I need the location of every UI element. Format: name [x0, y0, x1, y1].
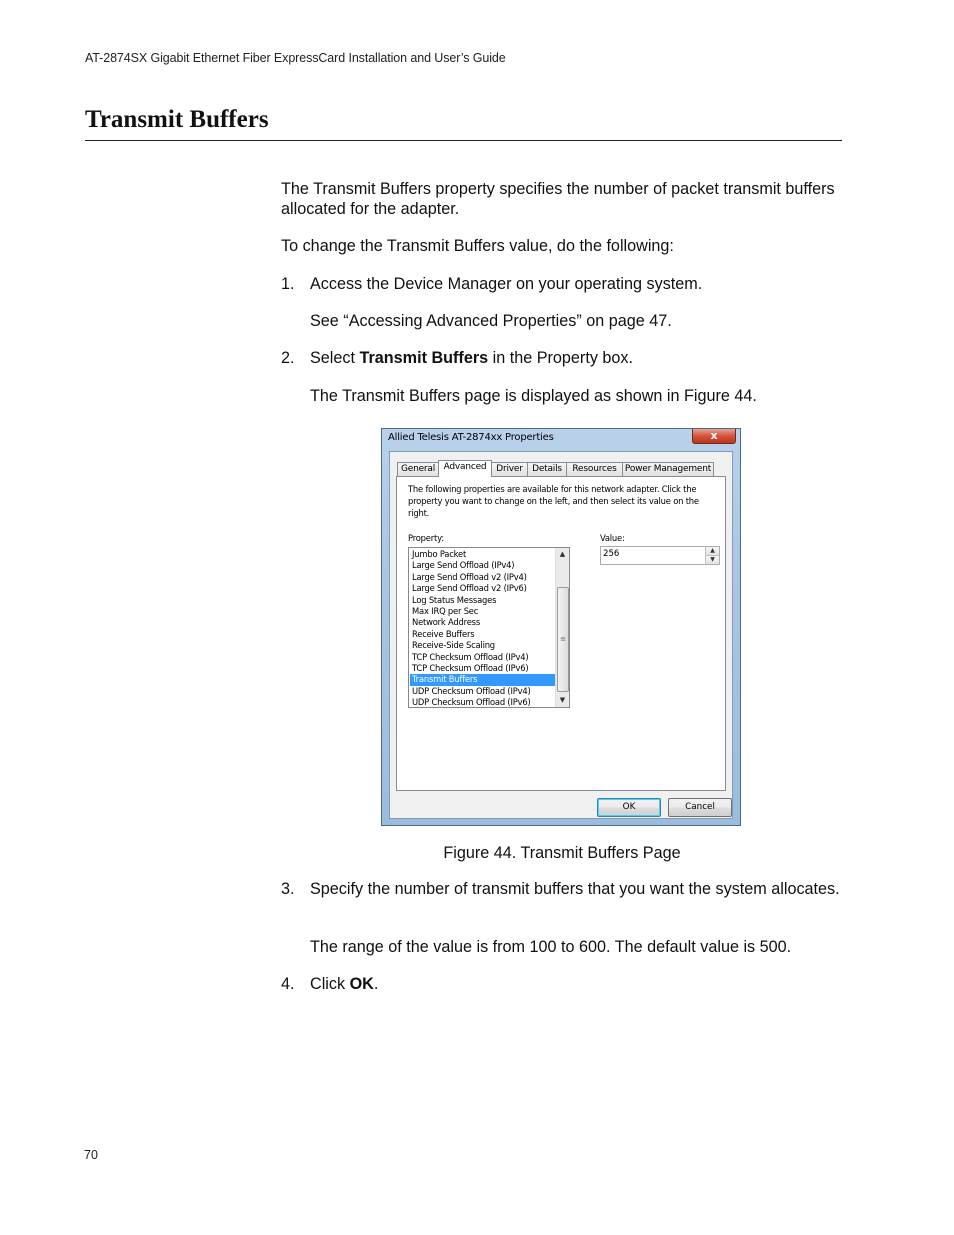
property-listbox[interactable]	[408, 547, 570, 708]
section-title: Transmit Buffers	[85, 106, 269, 133]
advanced-tab-panel	[396, 476, 726, 791]
tab-power-management[interactable]: Power Management	[622, 462, 714, 476]
value-spinbox[interactable]	[600, 546, 720, 565]
step-1-text: Access the Device Manager on your operating system.	[310, 275, 703, 293]
scroll-down-icon[interactable]: ▼	[559, 696, 566, 704]
list-item[interactable]: Large Send Offload (IPv4)	[412, 560, 515, 571]
dialog-title: Allied Telesis AT-2874xx Properties	[388, 432, 554, 443]
list-item[interactable]: Large Send Offload v2 (IPv6)	[412, 583, 527, 594]
title-rule	[85, 140, 842, 141]
value-input[interactable]: 256	[603, 549, 620, 559]
list-item[interactable]: UDP Checksum Offload (IPv6)	[412, 697, 531, 708]
step-1-number: 1.	[281, 275, 295, 293]
step-3-text: Specify the number of transmit buffers that you want the system allocates.	[310, 880, 840, 898]
list-item[interactable]: Network Address	[412, 617, 480, 628]
tab-details[interactable]: Details	[527, 462, 567, 476]
spin-buttons	[705, 547, 719, 564]
list-item[interactable]: Log Status Messages	[412, 594, 497, 605]
step-4-number: 4.	[281, 975, 295, 993]
list-item[interactable]: Large Send Offload v2 (IPv4)	[412, 571, 527, 582]
properties-dialog	[381, 428, 741, 826]
close-icon[interactable]: x	[692, 429, 736, 444]
dialog-intro-text: The following properties are available for this network adapter. Click the property you want to change on the left, and then select its value on the right.	[408, 484, 699, 518]
step-3-note: The range of the value is from 100 to 600. The default value is 500.	[310, 938, 792, 956]
cancel-button[interactable]: Cancel	[668, 798, 732, 817]
tab-resources[interactable]: Resources	[566, 462, 623, 476]
step-2-number: 2.	[281, 349, 295, 367]
list-item[interactable]: TCP Checksum Offload (IPv4)	[412, 651, 529, 662]
lead-in: To change the Transmit Buffers value, do the following:	[281, 237, 674, 255]
tab-driver[interactable]: Driver	[491, 462, 528, 476]
ok-button[interactable]: OK	[597, 798, 661, 817]
tab-general[interactable]: General	[397, 462, 439, 476]
property-label: Property:	[408, 533, 444, 543]
list-item[interactable]: TCP Checksum Offload (IPv6)	[412, 663, 529, 673]
list-item[interactable]: Receive-Side Scaling	[412, 640, 495, 651]
dialog-body	[389, 451, 733, 819]
page-number: 70	[84, 1148, 98, 1162]
listbox-scrollbar[interactable]	[555, 548, 569, 707]
list-item[interactable]: Jumbo Packet	[412, 549, 467, 559]
spin-down-icon[interactable]: ▼	[706, 556, 719, 564]
list-item[interactable]: Max IRQ per Sec	[412, 606, 479, 616]
list-item[interactable]: UDP Checksum Offload (IPv4)	[412, 685, 531, 696]
step-4-text: Click OK.	[310, 975, 379, 993]
scrollbar-thumb[interactable]: ≡	[557, 587, 569, 692]
step-2-text: Select Transmit Buffers in the Property box.	[310, 349, 634, 367]
intro-paragraph: The Transmit Buffers property specifies the number of packet transmit buffers allocated for the adapter.	[281, 180, 835, 218]
spin-up-icon[interactable]: ▲	[706, 547, 719, 556]
list-item[interactable]: Receive Buffers	[412, 628, 475, 639]
figure-caption: Figure 44. Transmit Buffers Page	[443, 844, 681, 862]
step-2-note: The Transmit Buffers page is displayed as shown in Figure 44.	[310, 387, 757, 405]
dialog-titlebar	[382, 429, 740, 451]
step-1-note: See “Accessing Advanced Properties” on page 47.	[310, 312, 672, 330]
tab-advanced[interactable]: Advanced	[438, 460, 492, 477]
value-label: Value:	[600, 533, 625, 543]
running-header: AT-2874SX Gigabit Ethernet Fiber ExpressCard Installation and User’s Guide	[85, 51, 506, 65]
scroll-up-icon[interactable]: ▲	[559, 550, 566, 558]
list-item-selected[interactable]: Transmit Buffers	[410, 674, 557, 685]
step-3-number: 3.	[281, 880, 295, 898]
